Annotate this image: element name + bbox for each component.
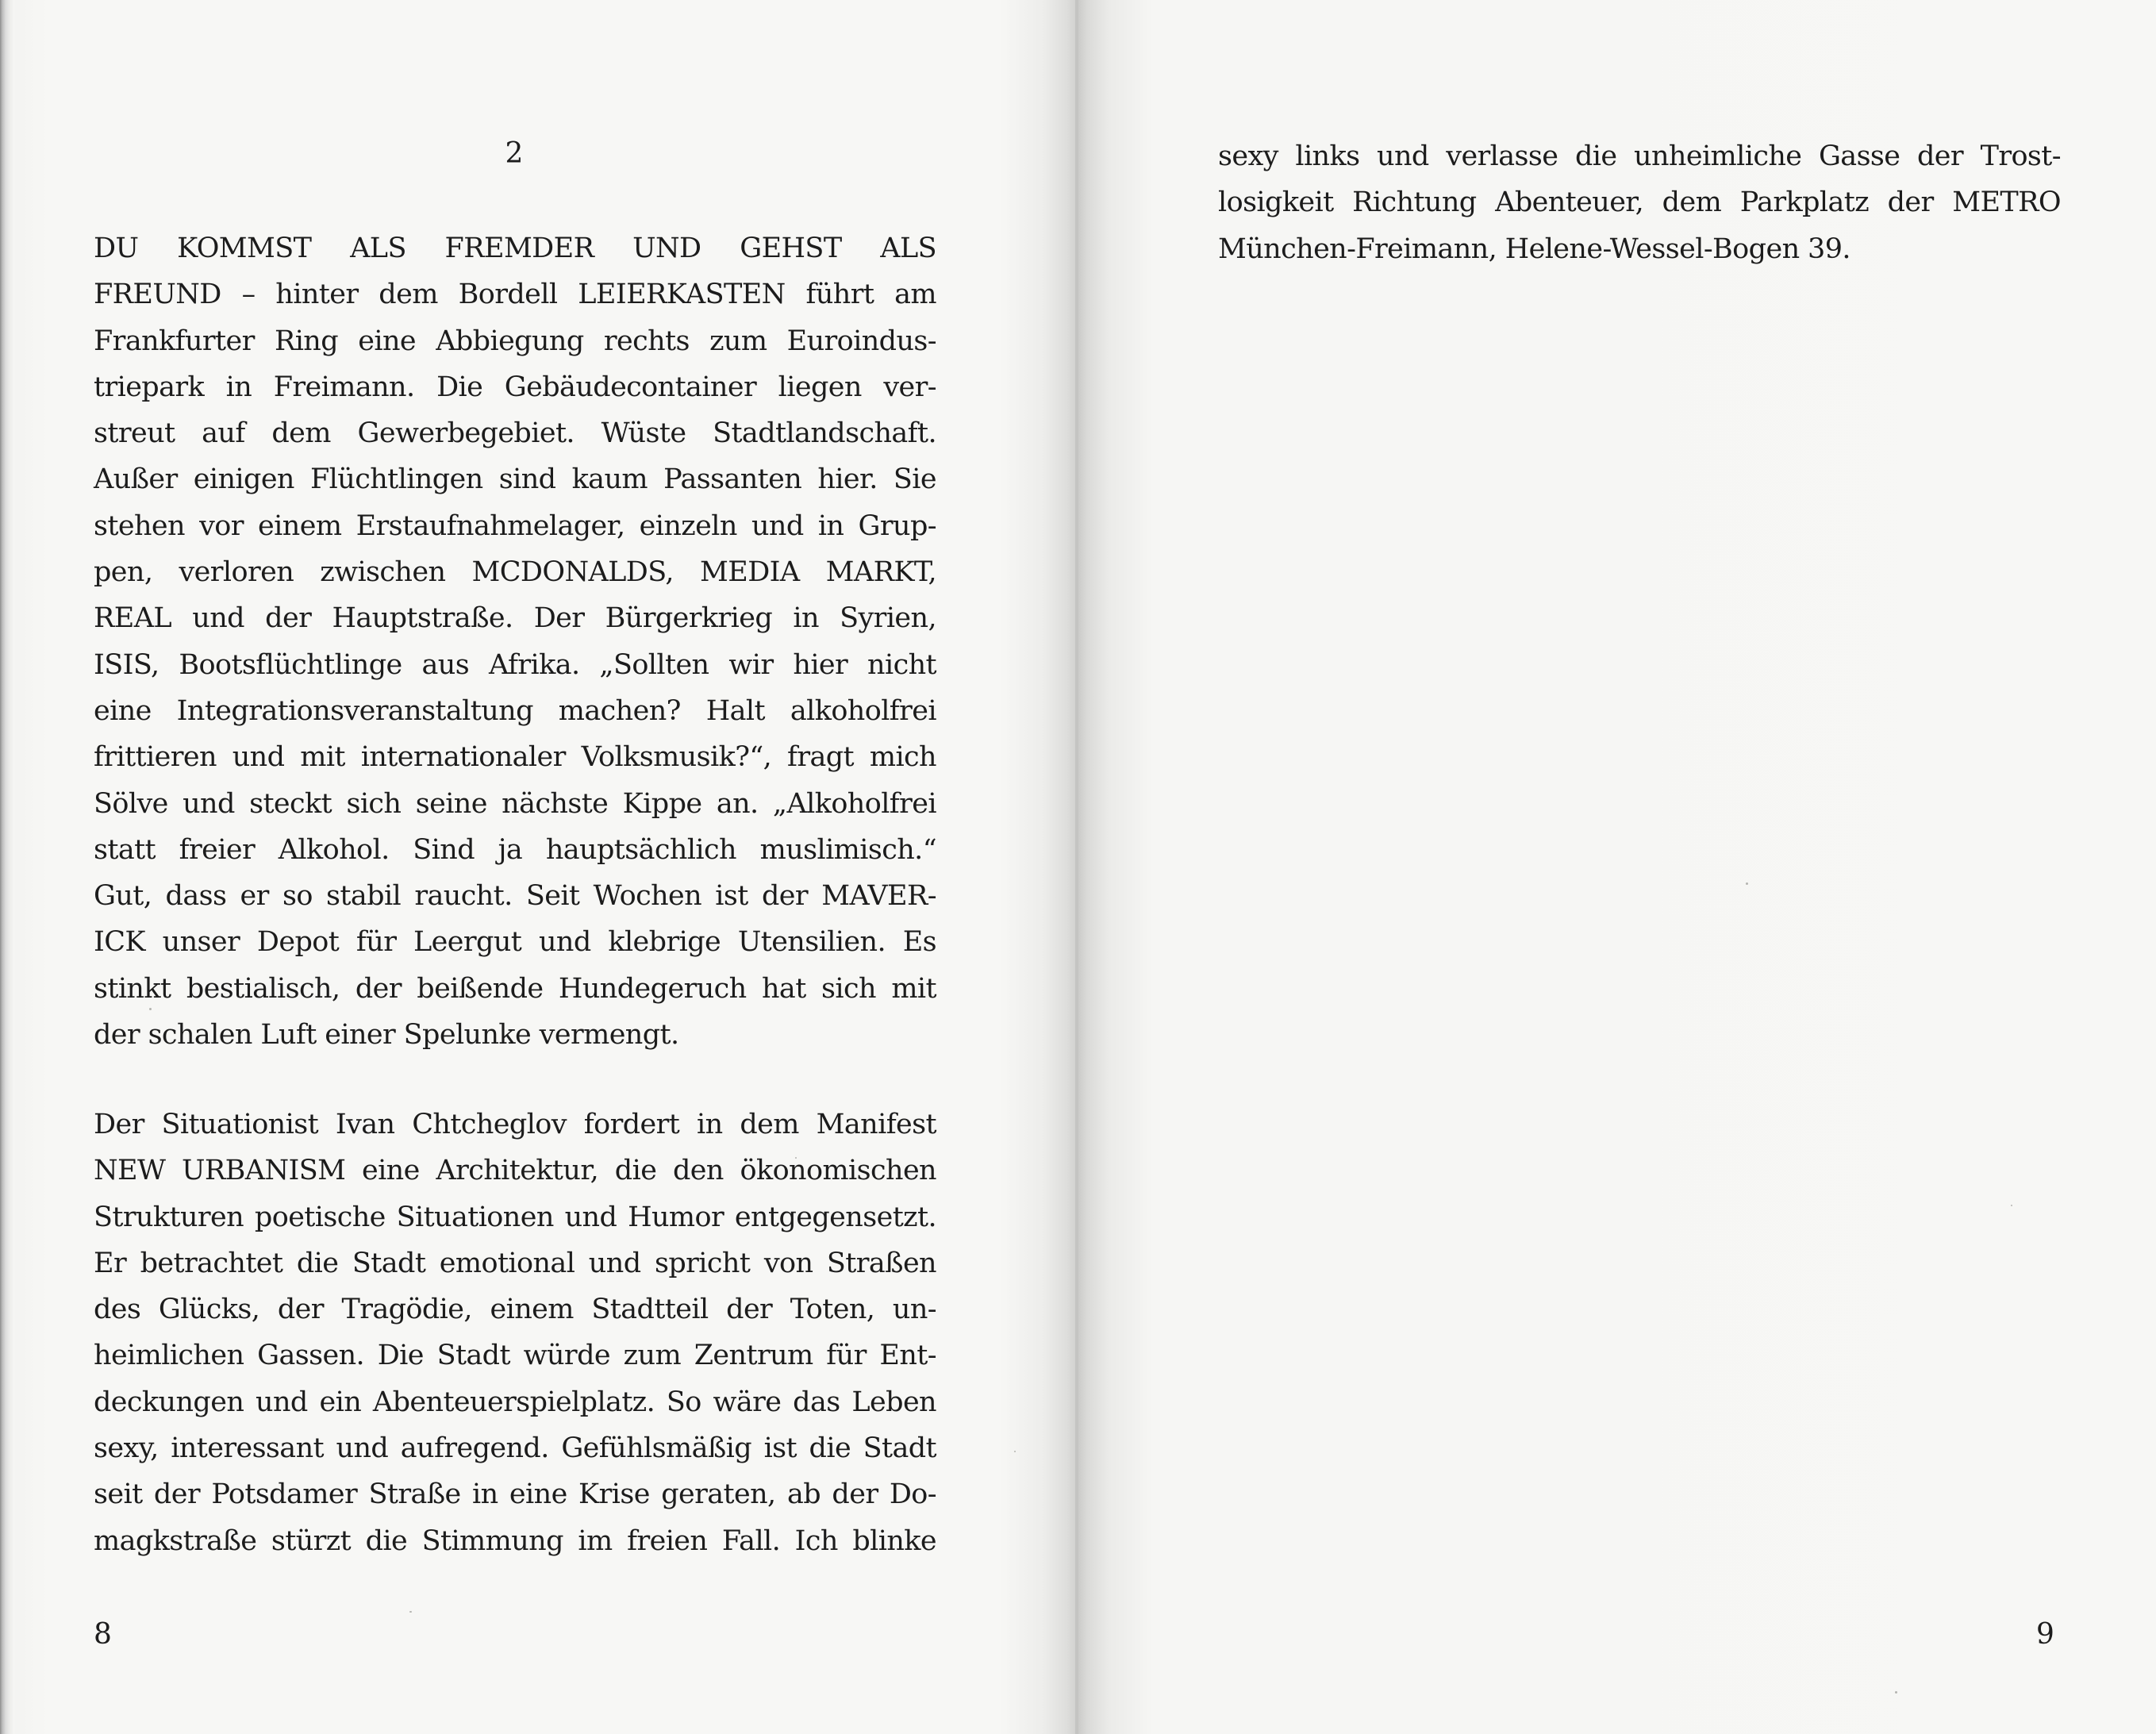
text-line: seit der Potsdamer Straße in eine Krise geraten, ab der Do- (94, 1478, 936, 1511)
paper-speck (1746, 882, 1748, 885)
text-line: deckungen und ein Abenteuerspielplatz. So wäre das Leben (94, 1386, 936, 1418)
page-number: 9 (2036, 1618, 2054, 1651)
paragraph-1 (94, 225, 936, 1058)
book-gutter (1075, 0, 1078, 1734)
paragraph-2 (94, 1102, 936, 1564)
text-line: frittieren und mit internationaler Volksmusik?“, fragt mich (94, 741, 936, 774)
paper-speck (409, 1611, 412, 1613)
paper-speck (2011, 1205, 2012, 1206)
text-line: Strukturen poetische Situationen und Humor entgegensetzt. (94, 1201, 936, 1233)
text-line: der schalen Luft einer Spelunke vermengt. (94, 1019, 679, 1052)
text-line: ICK unser Depot für Leergut und klebrige Utensilien. Es (94, 926, 936, 959)
text-line: triepark in Freimann. Die Gebäudecontainer liegen ver- (94, 371, 936, 403)
text-line: Er betrachtet die Stadt emotional und spricht von Straßen (94, 1247, 936, 1279)
text-line: REAL und der Hauptstraße. Der Bürgerkrieg in Syrien, (94, 602, 936, 635)
chapter-number: 2 (505, 137, 524, 170)
text-line: eine Integrationsveranstaltung machen? Halt alkoholfrei (94, 694, 936, 727)
page-edge (0, 0, 14, 1734)
text-line: stinkt bestialisch, der beißende Hundegeruch hat sich mit (94, 972, 936, 1005)
paper-speck (1014, 1451, 1016, 1452)
text-line: NEW URBANISM eine Architektur, die den ökonomischen (94, 1155, 936, 1187)
page-number: 8 (94, 1618, 112, 1651)
text-line: München-Freimann, Helene-Wessel-Bogen 39. (1218, 233, 1850, 265)
text-line: Gut, dass er so stabil raucht. Seit Wochen ist der MAVER- (94, 880, 936, 913)
right-page (1078, 0, 2156, 1734)
text-line: sexy links und verlasse die unheimliche Gasse der Trost- (1218, 140, 2061, 172)
text-line: statt freier Alkohol. Sind ja hauptsächlich muslimisch.“ (94, 833, 936, 866)
text-line: losigkeit Richtung Abenteuer, dem Parkplatz der METRO (1218, 186, 2061, 219)
text-line: pen, verloren zwischen MCDONALDS, MEDIA MARKT, (94, 556, 936, 589)
text-line: Außer einigen Flüchtlingen sind kaum Passanten hier. Sie (94, 463, 936, 496)
text-line: stehen vor einem Erstaufnahmelager, einzeln und in Grup- (94, 509, 936, 542)
text-line: des Glücks, der Tragödie, einem Stadtteil der Toten, un- (94, 1294, 936, 1326)
text-line: Der Situationist Ivan Chtcheglov fordert in dem Manifest (94, 1109, 936, 1140)
text-line: Frankfurter Ring eine Abbiegung rechts zum Euroindus- (94, 325, 936, 357)
text-line: ISIS, Bootsflüchtlinge aus Afrika. „Sollten wir hier nicht (94, 648, 936, 681)
text-line: heimlichen Gassen. Die Stadt würde zum Zentrum für Ent- (94, 1340, 936, 1372)
text-line: FREUND – hinter dem Bordell LEIERKASTEN führt am (94, 279, 936, 311)
paper-speck (1895, 1691, 1897, 1694)
paragraph-continued (1218, 133, 2061, 272)
text-line: DU KOMMST ALS FREMDER UND GEHST ALS (94, 233, 936, 264)
text-line: magkstraße stürzt die Stimmung im freien Fall. Ich blinke (94, 1524, 936, 1557)
text-line: Sölve und steckt sich seine nächste Kippe an. „Alkoholfrei (94, 787, 936, 820)
text-line: streut auf dem Gewerbegebiet. Wüste Stadtlandschaft. (94, 417, 936, 450)
text-line: sexy, interessant und aufregend. Gefühlsmäßig ist die Stadt (94, 1432, 936, 1465)
